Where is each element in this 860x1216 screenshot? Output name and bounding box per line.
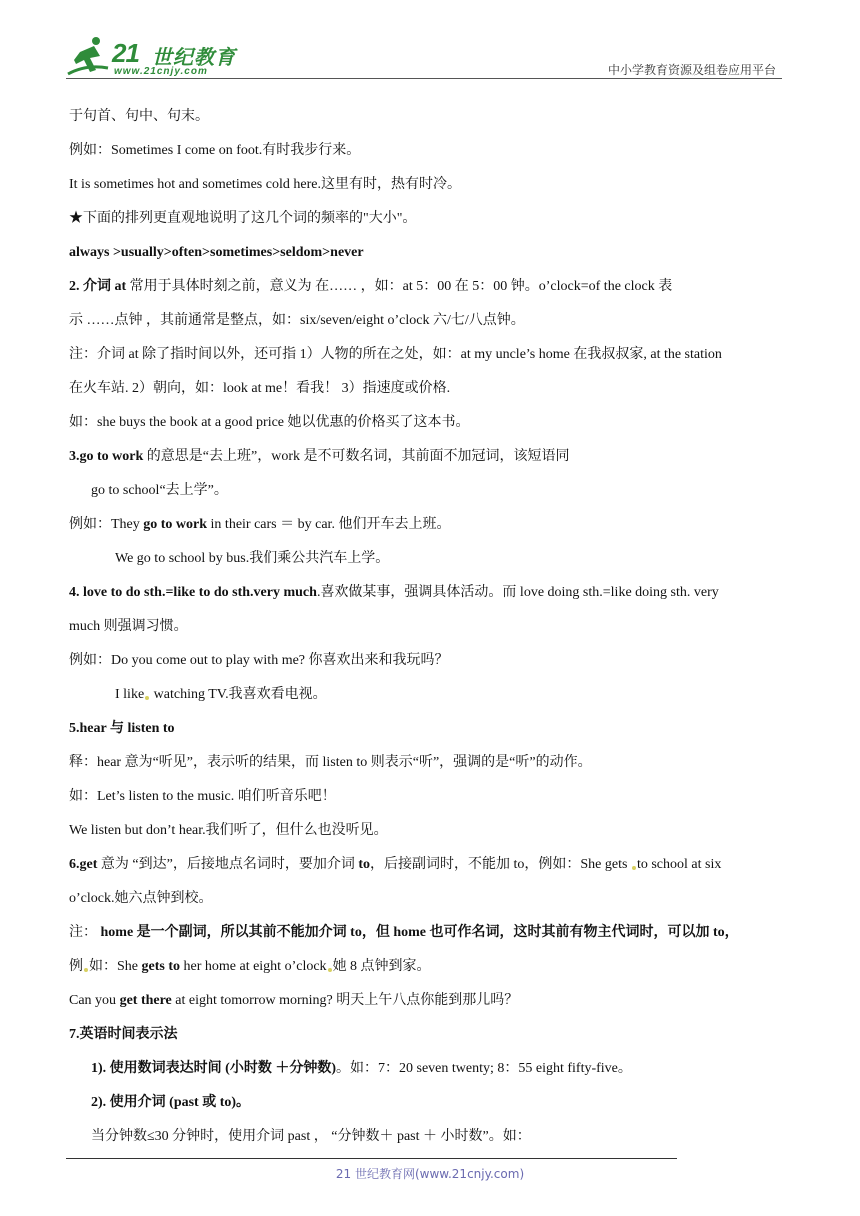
section-3-text: 的意思是“去上班”，work 是不可数名词，其前面不加冠词，该短语同: [143, 449, 570, 464]
section-4-heading: [69, 576, 785, 610]
frequency-text: always >usually>often>sometimes>seldom>never: [69, 245, 364, 260]
text-line: 释：hear 意为“听见”，表示听的结果，而 listen to 则表示“听”，强调的是“听”的动作。: [69, 755, 592, 770]
subsection-1: [69, 1052, 785, 1086]
section-6-text: 意为 “到达”，后接地点名词时，要加介词: [97, 857, 359, 872]
logo-title: 世纪教育: [152, 45, 236, 69]
runner-icon: [66, 34, 110, 78]
text-line: go to school“去上学”。: [91, 483, 228, 498]
section-3-title: 3.go to work: [69, 449, 144, 464]
footer-divider: [66, 1158, 677, 1159]
example-rest: watching TV.我喜欢看电视。: [150, 687, 327, 702]
example-line: [69, 678, 785, 712]
text-line: 例如：Do you come out to play with me? 你喜欢出来和我玩吗？: [69, 653, 449, 668]
header-divider: [66, 78, 782, 79]
section-7-title: 7.英语时间表示法: [69, 1027, 178, 1042]
document-body: [69, 100, 785, 1154]
section-5-heading: [69, 712, 785, 746]
text-line: We go to school by bus.我们乘公共汽车上学。: [115, 551, 390, 566]
text-line: 在火车站. 2）朝向，如：look at me！看我！ 3）指速度或价格.: [69, 381, 451, 396]
highlight-mark: [145, 696, 149, 700]
logo-number: 21: [112, 38, 139, 68]
phrase-bold: get there: [119, 993, 172, 1008]
page-header: [0, 0, 860, 90]
text-line: It is sometimes hot and sometimes cold here.这里有时，热有时冷。: [69, 177, 461, 192]
highlight-mark: [84, 968, 88, 972]
note-line: [69, 916, 785, 950]
section-2-heading: [69, 270, 785, 304]
text-line: 例如：Sometimes I come on foot.有时我步行来。: [69, 143, 361, 158]
text-line: 如：she buys the book at a good price 她以优惠的价格买了这本书。: [69, 415, 470, 430]
subsection-2: [69, 1086, 785, 1120]
text-line: 于句首、句中、句末。: [69, 109, 209, 124]
frequency-order: [69, 236, 785, 270]
section-2-title: 2. 介词 at: [69, 279, 127, 294]
text-line: much 则强调习惯。: [69, 619, 188, 634]
section-6-title: 6.get: [69, 857, 98, 872]
example-prefix: Can you: [69, 993, 120, 1008]
site-logo[interactable]: [66, 34, 236, 80]
example-char: 例: [69, 959, 83, 974]
text-line: We listen but don’t hear.我们听了，但什么也没听见。: [69, 823, 388, 838]
text-line: 当分钟数≤30 分钟时，使用介词 past ， “分钟数＋ past ＋ 小时数”。如：: [91, 1129, 531, 1144]
section-4-text: .喜欢做某事，强调具体活动。而 love doing sth.=like doing sth. very: [316, 585, 719, 600]
section-4-title: 4. love to do sth.=like to do sth.very much: [69, 585, 317, 600]
text-line: o’clock.她六点钟到校。: [69, 891, 213, 906]
subsection-1-title: 1). 使用数词表达时间 (小时数 ＋分钟数): [91, 1061, 336, 1076]
logo-url: www.21cnjy.com: [114, 66, 208, 77]
section-6-text-cont: ，后接副词时，不能加 to，例如：She gets: [370, 857, 631, 872]
example-line: [69, 984, 785, 1018]
example-mid: her home at eight o’clock: [180, 959, 327, 974]
section-6-heading: [69, 848, 785, 882]
example-rest: in their cars ＝ by car. 他们开车去上班。: [207, 517, 451, 532]
phrase-bold: go to work: [143, 517, 208, 532]
example-prefix: 例如：They: [69, 517, 144, 532]
section-7-heading: [69, 1018, 785, 1052]
example-line: [69, 508, 785, 542]
text-line: 示 ……点钟 ，其前通常是整点，如：six/seven/eight o’clock 六/七/八点钟。: [69, 313, 525, 328]
text-line: 注：介词 at 除了指时间以外，还可指 1）人物的所在之处，如：at my uncle’s home 在我叔叔家, at the station: [69, 347, 722, 362]
highlight-mark: [328, 968, 332, 972]
preposition-bold: to: [358, 857, 370, 872]
example-translation: 她 8 点钟到家。: [332, 959, 431, 974]
example-start: I like: [115, 687, 145, 702]
example-line: [69, 950, 785, 984]
example-rest: at eight tomorrow morning? 明天上午八点你能到那儿吗？: [171, 993, 519, 1008]
platform-label: 中小学教育资源及组卷应用平台: [607, 63, 776, 77]
section-5-title: 5.hear 与 listen to: [69, 721, 175, 736]
section-6-example: to school at six: [636, 857, 722, 872]
note-label: 注：: [69, 925, 97, 940]
subsection-1-text: 。如：7：20 seven twenty; 8：55 eight fifty-five。: [336, 1061, 632, 1076]
footer-link[interactable]: 21 世纪教育网(www.21cnjy.com): [335, 1167, 525, 1181]
text-line: ★下面的排列更直观地说明了这几个词的频率的"大小"。: [69, 211, 417, 226]
subsection-2-title: 2). 使用介词 (past 或 to)。: [91, 1095, 251, 1110]
example-prefix: 如：She: [89, 959, 142, 974]
highlight-mark: [632, 866, 636, 870]
phrase-bold: gets to: [141, 959, 180, 974]
section-3-heading: [69, 440, 785, 474]
text-line: 如：Let’s listen to the music. 咱们听音乐吧！: [69, 789, 336, 804]
note-bold: home 是一个副词，所以其前不能加介词 to，但 home 也可作名词，这时其前有物主代词时，可以加 to，: [97, 925, 739, 940]
section-2-text: 常用于具体时刻之前，意义为 在…… ，如：at 5：00 在 5：00 钟。o’clock=of the clock 表: [126, 279, 673, 294]
